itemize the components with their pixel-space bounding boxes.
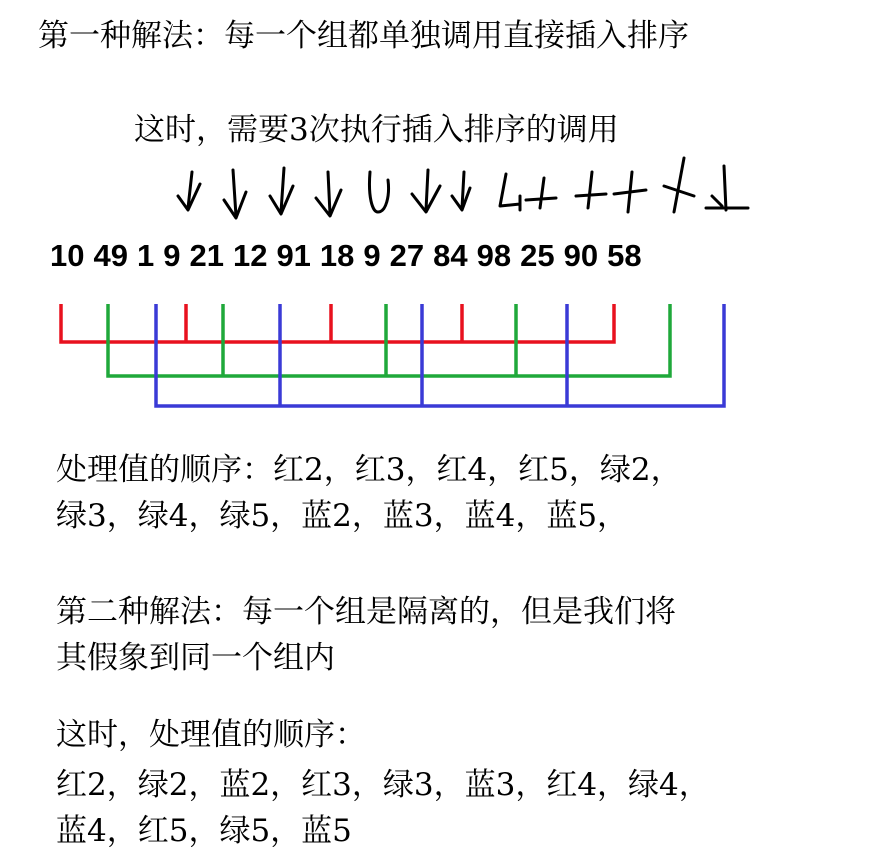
number-2: 49 — [93, 238, 128, 273]
blue-group-bracket — [156, 304, 724, 406]
number-1: 10 — [50, 238, 85, 273]
number-4: 9 — [163, 238, 181, 273]
order2-line-1: 红2，绿2，蓝2，红3，绿3，蓝3，红4，绿4， — [56, 767, 710, 803]
green-group-bracket — [108, 304, 670, 376]
number-15: 58 — [607, 238, 642, 273]
number-10: 27 — [389, 238, 425, 273]
number-5: 21 — [189, 238, 224, 273]
method2-title-line-2: 其假象到同一个组内 — [56, 640, 335, 676]
number-13: 25 — [520, 238, 555, 273]
number-3: 1 — [136, 238, 155, 273]
number-9: 9 — [363, 238, 381, 273]
number-7: 91 — [276, 238, 311, 273]
number-8: 18 — [319, 238, 355, 273]
number-11: 84 — [433, 238, 468, 273]
method1-title: 第一种解法：每一个组都单独调用直接插入排序 — [38, 18, 689, 54]
red-group-bracket — [61, 304, 614, 342]
number-14: 90 — [563, 238, 599, 273]
order1-line-2: 绿3，绿4，绿5，蓝2，蓝3，蓝4，蓝5， — [56, 498, 629, 534]
method1-note: 这时，需要3次执行插入排序的调用 — [134, 112, 619, 148]
method2-title-line-1: 第二种解法：每一个组是隔离的，但是我们将 — [56, 594, 676, 630]
order2-note: 这时，处理值的顺序： — [56, 717, 366, 753]
number-12: 98 — [476, 238, 512, 273]
number-6: 12 — [232, 238, 268, 273]
order2-line-2: 蓝4，红5，绿5，蓝5 — [56, 813, 352, 849]
order1-line-1: 处理值的顺序：红2，红3，红4，红5，绿2， — [56, 452, 682, 488]
